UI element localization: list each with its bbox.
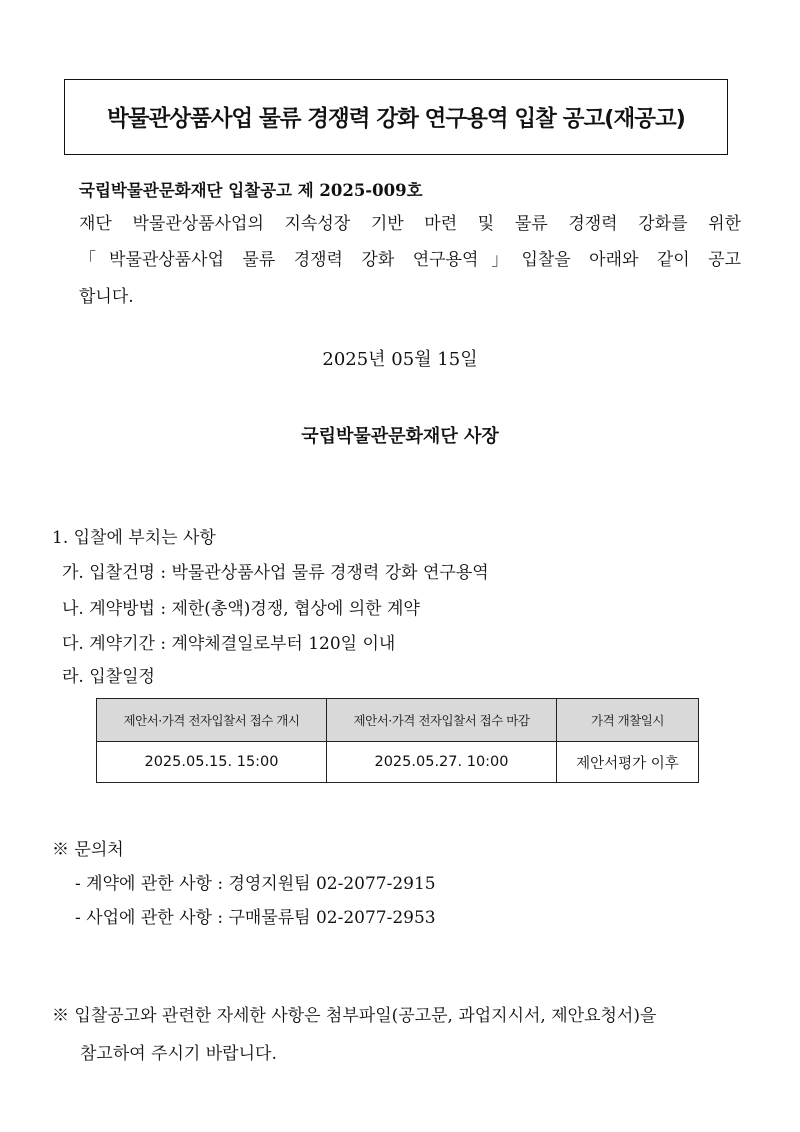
schedule-header-row xyxy=(97,699,699,742)
page-title: 박물관상품사업 물류 경쟁력 강화 연구용역 입찰 공고(재공고) xyxy=(107,106,685,132)
schedule-header-opening: 가격 개찰일시 xyxy=(557,699,699,742)
intro-line-2: 「박물관상품사업 물류 경쟁력 강화 연구용역」입찰을 아래와 같이 공고 xyxy=(79,250,741,270)
schedule-header-open: 제안서·가격 전자입찰서 접수 개시 xyxy=(97,699,327,742)
section-1-title: 1. 입찰에 부치는 사항 xyxy=(52,528,216,548)
intro-line-3: 합니다. xyxy=(79,287,134,307)
announcement-date: 2025년 05월 15일 xyxy=(322,349,478,370)
schedule-value-opening: 제안서평가 이후 xyxy=(557,742,699,783)
notice-number: 국립박물관문화재단 입찰공고 제 2025-009호 xyxy=(79,181,423,200)
final-note-line-2: 참고하여 주시기 바랍니다. xyxy=(80,1044,277,1064)
contact-contract: - 계약에 관한 사항 : 경영지원팀 02-2077-2915 xyxy=(75,874,436,894)
issuer: 국립박물관문화재단 사장 xyxy=(301,426,499,447)
section-1-item-b: 나. 계약방법 : 제한(총액)경쟁, 협상에 의한 계약 xyxy=(62,599,420,619)
section-1-item-a: 가. 입찰건명 : 박물관상품사업 물류 경쟁력 강화 연구용역 xyxy=(62,563,489,583)
schedule-value-row xyxy=(97,742,699,783)
section-1-item-d: 라. 입찰일정 xyxy=(62,667,155,687)
schedule-value-open: 2025.05.15. 15:00 xyxy=(97,742,327,783)
contact-business: - 사업에 관한 사항 : 구매물류팀 02-2077-2953 xyxy=(75,908,436,928)
schedule-value-close: 2025.05.27. 10:00 xyxy=(327,742,557,783)
schedule-header-close: 제안서·가격 전자입찰서 접수 마감 xyxy=(327,699,557,742)
final-note-line-1: ※ 입찰공고와 관련한 자세한 사항은 첨부파일(공고문, 과업지시서, 제안요청서)을 xyxy=(52,1006,657,1026)
intro-line-1: 재단 박물관상품사업의 지속성장 기반 마련 및 물류 경쟁력 강화를 위한 xyxy=(79,214,741,234)
contact-title: ※ 문의처 xyxy=(52,840,124,860)
schedule-table xyxy=(96,698,699,783)
section-1-item-c: 다. 계약기간 : 계약체결일로부터 120일 이내 xyxy=(62,634,396,654)
title-box xyxy=(64,79,728,155)
